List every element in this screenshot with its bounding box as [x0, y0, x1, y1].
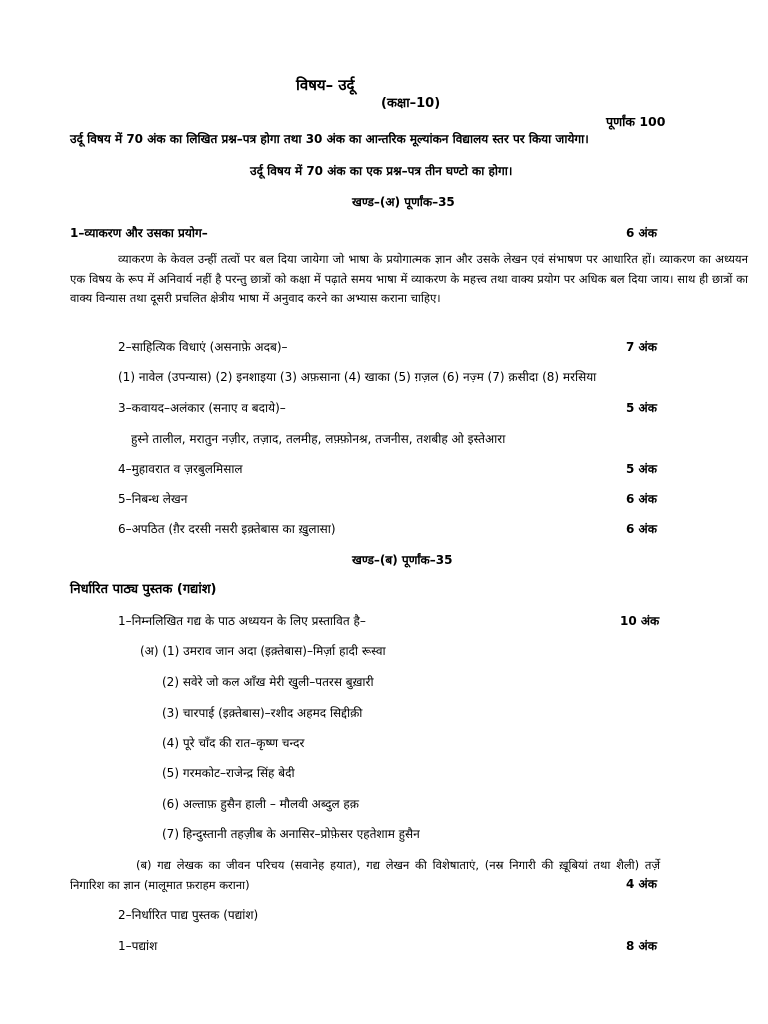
- grammar-title: 1–व्याकरण और उसका प्रयोग–: [70, 226, 208, 240]
- author-intro-paragraph: (ब) गद्य लेखक का जीवन परिचय (सवानेह हयात), गद्य लेखन की विशेषाताएं, (नस्र निगारी की ख़ूबियां तथा शैली) तर्ज़े निगारिश का ज्ञान (मालूमात फ़राहम कराना): [70, 858, 660, 892]
- prose-item: (4) पूरे चाँद की रात–कृष्ण चन्दर: [162, 736, 305, 750]
- section-b-heading: खण्ड–(ब) पूर्णांक–35: [352, 553, 453, 567]
- prose-item: (5) गरमकोट–राजेन्द्र सिंह बेदी: [162, 766, 295, 780]
- prose-item: (6) अल्ताफ़ हुसैन हाली – मौलवी अब्दुल हक़: [162, 797, 359, 811]
- prose-title: 1–निम्नलिखित गद्य के पाठ अध्ययन के लिए प्रस्तावित है–: [118, 614, 366, 628]
- literary-forms-list: (1) नावेल (उपन्यास) (2) इनशाइया (3) अफ़साना (4) खाका (5) ग़ज़ल (6) नज़्म (7) क़सीदा (8) मरसिया: [118, 370, 597, 384]
- essay-title: 5–निबन्ध लेखन: [118, 492, 188, 506]
- section-a-heading: खण्ड–(अ) पूर्णांक–35: [352, 195, 455, 209]
- author-intro-marks: 4 अंक: [626, 877, 657, 891]
- unseen-marks: 6 अंक: [626, 522, 657, 536]
- prose-item: (2) सवेरे जो कल आँख मेरी खुली–पतरस बुख़ारी: [162, 675, 374, 689]
- prose-item: (7) हिन्दुस्तानी तहज़ीब के अनासिर–प्रोफ़ेसर एहतेशाम हुसैन: [162, 827, 420, 841]
- prose-marks: 10 अंक: [620, 614, 660, 628]
- grammar-marks: 6 अंक: [626, 226, 657, 240]
- class-label: (कक्षा–10): [381, 96, 441, 111]
- intro-line-2: उर्दू विषय में 70 अंक का एक प्रश्न–पत्र तीन घण्टो का होगा।: [250, 164, 513, 178]
- poetry-marks: 8 अंक: [626, 939, 657, 953]
- full-marks: पूर्णांक 100: [606, 114, 666, 129]
- literary-forms-marks: 7 अंक: [626, 340, 657, 354]
- figures-list: हुस्ने तालील, मरातुन नज़ीर, तज़ाद, तलमीह, लफ़्फ़ोनश्र, तजनीस, तशबीह ओ इस्तेआरा: [131, 432, 506, 446]
- literary-forms-title: 2–साहित्यिक विधाएं (असनाफ़े अदब)–: [118, 340, 288, 354]
- figures-title: 3–कवायद–अलंकार (सनाए व बदाये)–: [118, 401, 286, 415]
- unseen-title: 6–अपठित (ग़ैर दरसी नसरी इक़्तेबास का ख़ुलासा): [118, 522, 336, 536]
- idioms-title: 4–मुहावरात व ज़रबुलमिसाल: [118, 462, 243, 476]
- subject-title: विषय– उर्दू: [296, 76, 355, 94]
- grammar-paragraph: व्याकरण के केवल उन्हीं तत्वों पर बल दिया जायेगा जो भाषा के प्रयोगात्मक ज्ञान और उसके लेखन एवं संभाषण पर आधारित हों। व्याकरण का अध्ययन एक विषय के रूप में अनिवार्य नहीं है परन्तु छात्रों को कक्षा में पढ़ाते समय भाषा में व्याकरण के महत्त्व तथा वाक्य प्रयोग पर अधिक बल दिया जाय। साथ ही छात्रों का वाक्य विन्यास तथा दूसरी प्रचलित क्षेत्रीय भाषा में अनुवाद करने का अभ्यास कराना चाहिए।: [70, 252, 748, 305]
- textbook-heading: निर्धारित पाठ्य पुस्तक (गद्यांश): [70, 582, 217, 597]
- prose-item: (3) चारपाई (इक़्तेबास)–रशीद अहमद सिद्दीक़ी: [162, 706, 363, 720]
- intro-line-1: उर्दू विषय में 70 अंक का लिखित प्रश्न–पत्र होगा तथा 30 अंक का आन्तरिक मूल्यांकन विद्यालय स्तर पर किया जायेगा।: [70, 132, 589, 146]
- essay-marks: 6 अंक: [626, 492, 657, 506]
- figures-marks: 5 अंक: [626, 401, 657, 415]
- poetry-title: 1–पद्यांश: [118, 939, 158, 953]
- idioms-marks: 5 अंक: [626, 462, 657, 476]
- poetry-book-title: 2–निर्धारित पाद्य पुस्तक (पद्यांश): [118, 908, 259, 922]
- prose-item: (अ) (1) उमराव जान अदा (इक़्तेबास)–मिर्ज़ा हादी रूस्वा: [140, 644, 386, 658]
